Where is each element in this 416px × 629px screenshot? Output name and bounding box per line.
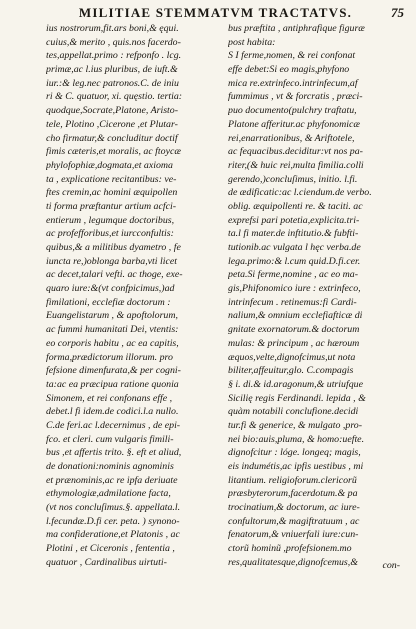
- text-line: quodque,Socrate,Platone, Aristo-: [46, 105, 179, 117]
- text-line: Sicilię regis Ferdinandi. lepida , &: [228, 392, 366, 404]
- text-line: fimis cæteris,et moralis, ac ftoycæ: [46, 146, 181, 158]
- text-line: quatuor , Cardinalibus uirtuti-: [46, 556, 167, 568]
- text-line: gnitate exornatorum.& doctorum: [228, 324, 360, 336]
- text-line: oblig. æquipollenti re. & taciti. ac: [228, 200, 363, 212]
- text-line: tes,appellat.primo : refponfo . lcg.: [46, 50, 182, 62]
- text-line: puo documento(pulchry traftatu,: [228, 105, 357, 117]
- text-line: ta:ac ea præcipua ratione quonia: [46, 378, 179, 390]
- text-line: æquos,velte,dignofcimus,ut nota: [228, 351, 356, 363]
- text-line: § i. di.& id.aragonum,& utriufque: [228, 378, 363, 390]
- text-line: phylofophiæ,dogmata,et axioma: [46, 159, 173, 171]
- text-line: de ædificatic:ac l.ciendum.de verbo.: [228, 187, 372, 199]
- text-line: forma,prædictorum illorum. pro: [46, 351, 173, 363]
- text-line: intrinfecum . retinemus:fi Cardi-: [228, 296, 357, 308]
- text-line: Euangelistarum , & apoftolorum,: [46, 310, 178, 322]
- text-line: ti forma præftantur artium acfci-: [46, 200, 177, 212]
- text-line: ctorũ hominũ ,profefsionem.mo: [228, 543, 352, 555]
- text-line: S I ferme,nomen, & rei confonat: [228, 50, 356, 62]
- text-line: l.fecundæ.D.fi cer. peta. ) synono-: [46, 515, 180, 527]
- text-line: primæ,ac l.ius pluribus, de iuft.&: [46, 64, 178, 76]
- text-line: cho firmatur,& concluditur doctif: [46, 132, 178, 144]
- text-line: nei bio:auis,pluma, & homo:uefte.: [228, 433, 365, 445]
- text-line: nalium,& omnium ecclefiafticæ di: [228, 310, 363, 322]
- text-line: fimilationi, ecclefiæ doctorum :: [46, 296, 171, 308]
- text-line: tele, Plotino ,Cicerone ,et Plutar-: [46, 118, 178, 130]
- text-line: mica re.extrinfeco.intrinfecum,af: [228, 77, 358, 89]
- text-line: mulas: & principum , ac hæroum: [228, 337, 360, 349]
- text-line: de donationi:nominis agnominis: [46, 461, 174, 472]
- text-line: quàm notabili conclufione.decidi: [228, 406, 359, 418]
- text-line: ac fummi humanitati Dei, vtentis:: [46, 324, 179, 336]
- text-line: peta.Si ferme,nomine , ac eo ma-: [228, 269, 358, 281]
- text-line: ta.l fi mater.de inftitutio.& fubfti-: [228, 228, 359, 240]
- text-line: post habita:: [228, 36, 276, 48]
- text-line: ius nostrorum,fit.ars boni,& ęqui.: [46, 23, 179, 34]
- text-line: Simonem, et rei confonans effe ,: [46, 392, 173, 404]
- text-line: iuncta re,)oblonga barba,vti licet: [46, 255, 178, 267]
- text-line: ac fequacibus.deciditur:vt nos pa-: [228, 146, 363, 158]
- text-line: (vt nos concluſimus.§. appellata.l.: [46, 502, 181, 514]
- text-line: quaro iure:&(vt confpicimus,)ad: [46, 283, 175, 295]
- text-line: ac decet,talari vefti. ac thoge, exe-: [46, 269, 183, 281]
- text-line: fco. et cleri. cum vulgaris fimili-: [46, 433, 174, 445]
- text-line: fenatorum,& vniuerfali iure:cun-: [228, 529, 359, 541]
- text-line: bus ,et affertis trito. §. eft et aliud,: [46, 447, 182, 459]
- text-line: cuius,& merito , quis.nos facerdo-: [46, 36, 181, 48]
- text-line: litantium. religioforum.clericorũ: [228, 474, 357, 486]
- running-head: MILITIAE STEMMATVM TRACTATVS.: [78, 5, 353, 20]
- text-line: exprefsi pari potetia,explicita.tri-: [228, 214, 360, 226]
- text-line: entierum , legumque doctoribus,: [46, 214, 175, 226]
- text-line: fummimus , vt & forcratis , præci-: [228, 91, 363, 103]
- text-line: ftes cremin,ac homini æquipollen: [46, 187, 178, 199]
- text-line: iur.:& leg.nec patronos.C. de iniu: [46, 77, 179, 89]
- text-line: gis,Phifonomico iure : extrinfeco,: [228, 283, 361, 295]
- text-line: riter,(& huic rei,multa fimilia.colli: [228, 159, 364, 171]
- text-line: tur.fi & generice, & mulgato ,pro-: [228, 419, 363, 431]
- text-line: effe debet:Si eo magis,phyfono: [228, 64, 350, 76]
- text-line: biliter,affeuitur,glo. C.compagis: [228, 365, 354, 377]
- text-line: Platone afferitur.ac phyfonomicæ: [228, 118, 360, 130]
- text-line: ta , explicatione recitantibus: ve-: [46, 173, 177, 185]
- text-line: gerendo,)concluſimus, initio. l.fi.: [228, 173, 358, 185]
- text-line: lega.primo:& l.cum quid.D.fi.cer.: [228, 255, 361, 267]
- text-line: trocinatium,& doctorum, ac iure-: [228, 502, 360, 514]
- text-line: præsbyterorum,facerdotum.& pa: [228, 488, 358, 500]
- text-line: debet.l fi idem.de codici.l.a nullo.: [46, 406, 179, 418]
- text-line: tutionib.ac vulgata l hęc verba.de: [228, 242, 361, 253]
- text-line: rei,enarrationibus, & Ariftotele,: [228, 132, 355, 144]
- right-column: [228, 22, 406, 570]
- text-line: ethymologiæ,admilatione facta,: [46, 488, 171, 500]
- text-line: res,qualitatesque,dignofcemus,&: [228, 556, 358, 568]
- text-line: C.de feri.ac l.decernimus , de epi-: [46, 419, 181, 431]
- text-line: et prænominis,ac re ipfa deriuate: [46, 474, 178, 486]
- text-line: quibus,& a militibus dyametro , fe: [46, 242, 181, 253]
- text-line: ri & C. quatuor, xi. quęstio. tertia:: [46, 91, 183, 103]
- text-line: eis indumétis,ac ipfis uestibus , mi: [228, 461, 364, 472]
- catchword: con-: [382, 560, 400, 571]
- text-line: ac profefforibus,et iurcconfultis:: [46, 228, 174, 240]
- text-line: ma confideratione,et Platonis , ac: [46, 529, 180, 541]
- text-line: bus præftita , antiphrafique figuræ: [228, 23, 365, 34]
- text-line: dignofcitur : lóge. longeq; magis,: [228, 447, 361, 459]
- text-line: Plotini , et Ciceronis , fententia ,: [46, 543, 175, 555]
- text-line: confultorum,& magiftratuum , ac: [228, 515, 360, 527]
- text-line: eo corporis habitu , ac ea capitis,: [46, 337, 179, 349]
- left-column: [46, 22, 224, 570]
- text-line: fefsione dimenfurata,& per cogni-: [46, 365, 181, 377]
- folio-number: 75: [391, 5, 404, 20]
- page-header: [46, 4, 404, 22]
- text-columns: [46, 22, 406, 570]
